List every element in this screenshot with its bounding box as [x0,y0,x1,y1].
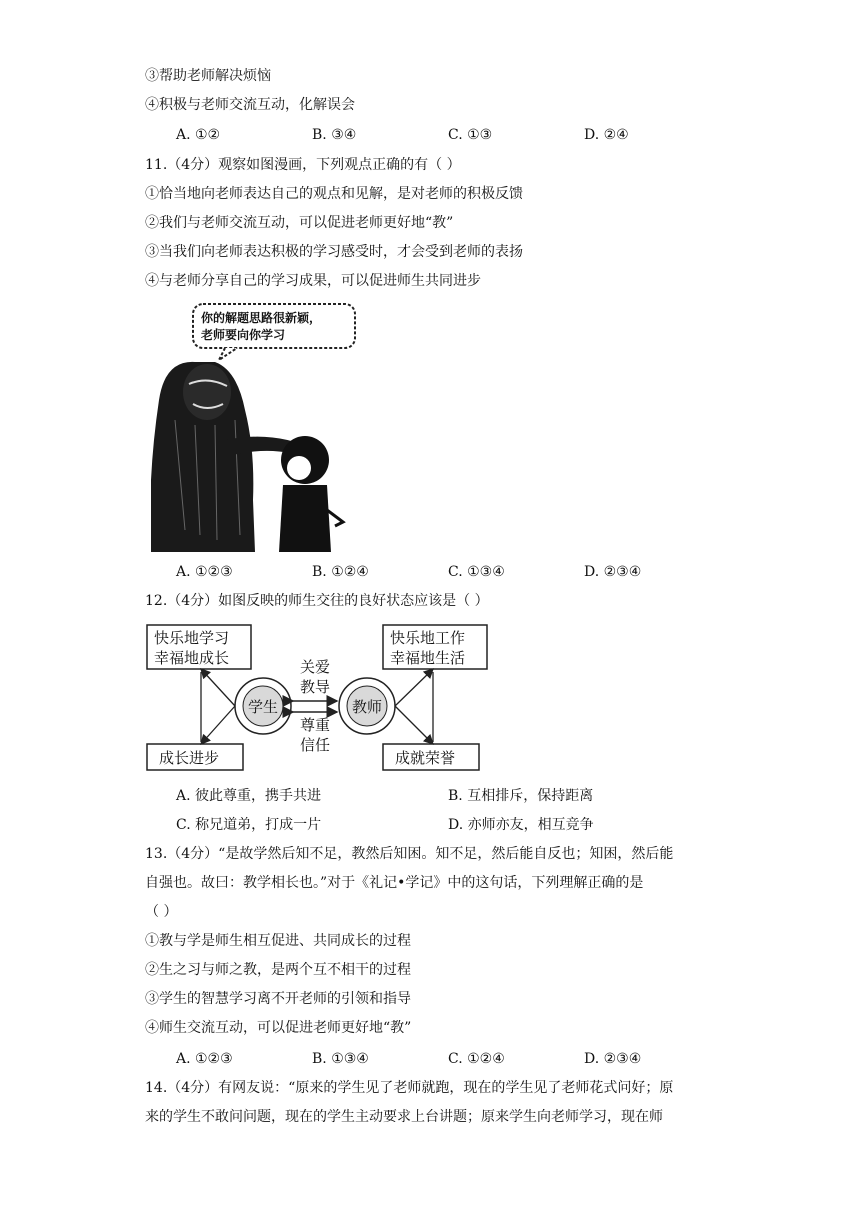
teacher-student-diagram [145,622,505,772]
student-figure [279,485,331,552]
box-tr-text-1: 快乐地工作 [390,629,466,647]
option-c[interactable]: C. ①②④ [448,1051,505,1067]
box-tr-text-2: 幸福地生活 [390,649,466,667]
label-guide: 教导 [299,678,331,696]
q11-choice-4: ④与老师分享自己的学习成果，可以促进师生共同进步 [145,273,481,289]
option-b[interactable]: B. ①②④ [312,564,369,580]
question-13-line-1: 13.（4分）“是故学然后知不足，教然后知困。知不足，然后能自反也；知困，然后能 [145,846,674,862]
box-br-text: 成就荣誉 [395,749,456,767]
option-c[interactable]: C. ①③④ [448,564,505,580]
option-a[interactable]: A. ①② [176,127,221,143]
teacher-label: 教师 [351,698,383,716]
q13-choice-2: ②生之习与师之教，是两个互不相干的过程 [145,962,411,978]
student-label: 学生 [247,698,279,716]
label-respect: 尊重 [299,716,331,734]
option-b[interactable]: B. ①③④ [312,1051,369,1067]
option-b[interactable]: B. ③④ [312,127,357,143]
q13-choice-4: ④师生交流互动，可以促进老师更好地“教” [145,1020,412,1036]
question-12: 12.（4分）如图反映的师生交往的良好状态应该是（ ） [145,593,489,609]
question-13-line-3: （ ） [145,904,178,920]
q13-choice-3: ③学生的智慧学习离不开老师的引领和指导 [145,991,411,1007]
question-14-line-1: 14.（4分）有网友说：“原来的学生见了老师就跑，现在的学生见了老师花式问好；原 [145,1080,674,1096]
q11-choice-2: ②我们与老师交流互动，可以促进老师更好地“教” [145,215,454,231]
bubble-text-2: 老师要向你学习 [201,328,286,342]
box-bl-text: 成长进步 [159,749,220,767]
label-trust: 信任 [299,736,331,754]
option-a[interactable]: A. ①②③ [176,1051,233,1067]
option-d[interactable]: D. ②③④ [584,564,642,580]
option-a[interactable]: A. ①②③ [176,564,233,580]
label-care: 关爱 [299,658,331,676]
choice-3: ③帮助老师解决烦恼 [145,68,271,84]
q13-choice-1: ①教与学是师生相互促进、共同成长的过程 [145,933,411,949]
option-d[interactable]: D. ②③④ [584,1051,642,1067]
teacher-praise-cartoon [145,300,360,552]
option-a[interactable]: A. 彼此尊重，携手共进 [176,788,322,804]
choice-4: ④积极与老师交流互动，化解误会 [145,97,355,113]
question-13-line-2: 自强也。故曰：教学相长也。”对于《礼记•学记》中的这句话，下列理解正确的是 [145,875,644,891]
question-14-line-2: 来的学生不敢问问题，现在的学生主动要求上台讲题；原来学生向老师学习，现在师 [145,1109,663,1125]
option-c[interactable]: C. ①③ [448,127,493,143]
option-d[interactable]: D. ②④ [584,127,629,143]
box-tl-text-2: 幸福地成长 [154,649,230,667]
box-tl-text-1: 快乐地学习 [154,629,230,647]
question-11: 11.（4分）观察如图漫画，下列观点正确的有（ ） [145,157,461,173]
option-c[interactable]: C. 称兄道弟，打成一片 [176,817,322,833]
option-b[interactable]: B. 互相排斥，保持距离 [448,788,594,804]
bubble-text-1: 你的解题思路很新颖， [201,311,322,325]
q11-choice-1: ①恰当地向老师表达自己的观点和见解，是对老师的积极反馈 [145,186,523,202]
q11-choice-3: ③当我们向老师表达积极的学习感受时，才会受到老师的表扬 [145,244,523,260]
option-d[interactable]: D. 亦师亦友，相互竞争 [448,817,594,833]
